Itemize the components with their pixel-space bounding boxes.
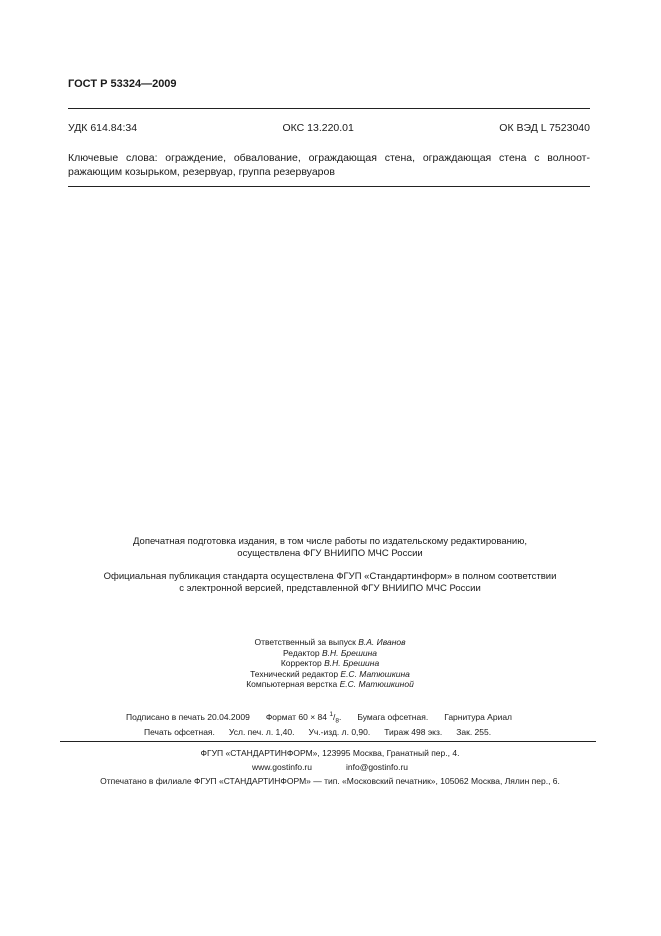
usl-pech: Усл. печ. л. 1,40.	[228, 727, 295, 737]
website-link[interactable]: www.gostinfo.ru	[251, 762, 312, 772]
credit-tech-editor: Технический редактор Е.С. Матюшкина	[250, 668, 410, 679]
official-line-1: Официальная публикация стандарта осуществлена ФГУП «Стандартинформ» в полном соответствии	[103, 571, 557, 582]
credits-block	[60, 637, 600, 690]
credit-editor: Редактор В.Н. Брешина	[282, 647, 378, 658]
print-info-row-1	[126, 711, 512, 725]
credit-corrector: Корректор В.Н. Брешина	[280, 658, 380, 668]
official-line-2: с электронной версией, представленной ФГУ ВНИИПО МЧС России	[179, 583, 481, 594]
format: Формат 60 × 84 $^1/_8$.	[265, 711, 342, 725]
oks-code: ОКС 13.220.01	[282, 122, 354, 134]
credit-layout: Компьютерная верстка Е.С. Матюшкиной	[246, 679, 414, 689]
preparation-line-1: Допечатная подготовка издания, в том числе работы по издательскому редактированию,	[133, 536, 527, 547]
publisher-block	[40, 746, 620, 788]
keywords-line-2: ражающим козырьком, резервуар, группа резервуаров	[68, 166, 335, 178]
printed-at: Отпечатано в филиале ФГУП «СТАНДАРТИНФОРМ» — тип. «Московский печатник», 105062 Москва, Лялин пер., 6.	[100, 776, 560, 786]
okved-code: ОК ВЭД L 7523040	[499, 122, 590, 134]
publisher-contacts	[40, 760, 620, 774]
top-divider	[68, 108, 590, 109]
paper-type: Бумага офсетная.	[357, 711, 429, 722]
bottom-divider	[68, 186, 590, 187]
credit-responsible: Ответственный за выпуск В.А. Иванов	[254, 637, 406, 647]
typeface: Гарнитура Ариал	[444, 711, 513, 722]
official-publication-note	[60, 571, 600, 595]
publisher-address: ФГУП «СТАНДАРТИНФОРМ», 123995 Москва, Гранатный пер., 4.	[200, 748, 460, 758]
udk-code: УДК 614.84:34	[68, 122, 138, 134]
keywords-block	[68, 151, 590, 179]
classification-row	[68, 122, 590, 134]
email-link[interactable]: info@gostinfo.ru	[345, 762, 409, 772]
signed-date: Подписано в печать 20.04.2009	[126, 711, 250, 722]
preparation-line-2: осуществлена ФГУ ВНИИПО МЧС России	[237, 548, 423, 559]
print-info-row-2	[144, 727, 491, 737]
uch-izd: Уч.-изд. л. 0,90.	[308, 727, 371, 737]
tirazh: Тираж 498 экз.	[384, 727, 443, 737]
preparation-note	[60, 536, 600, 560]
order-number: Зак. 255.	[456, 727, 492, 737]
publisher-divider	[60, 741, 596, 742]
print-type: Печать офсетная.	[144, 727, 215, 737]
keywords-line-1: Ключевые слова: ограждение, обвалование, ограждающая стена, ограждающая стена с волноот-	[68, 152, 590, 164]
document-code: ГОСТ Р 53324—2009	[68, 78, 177, 90]
